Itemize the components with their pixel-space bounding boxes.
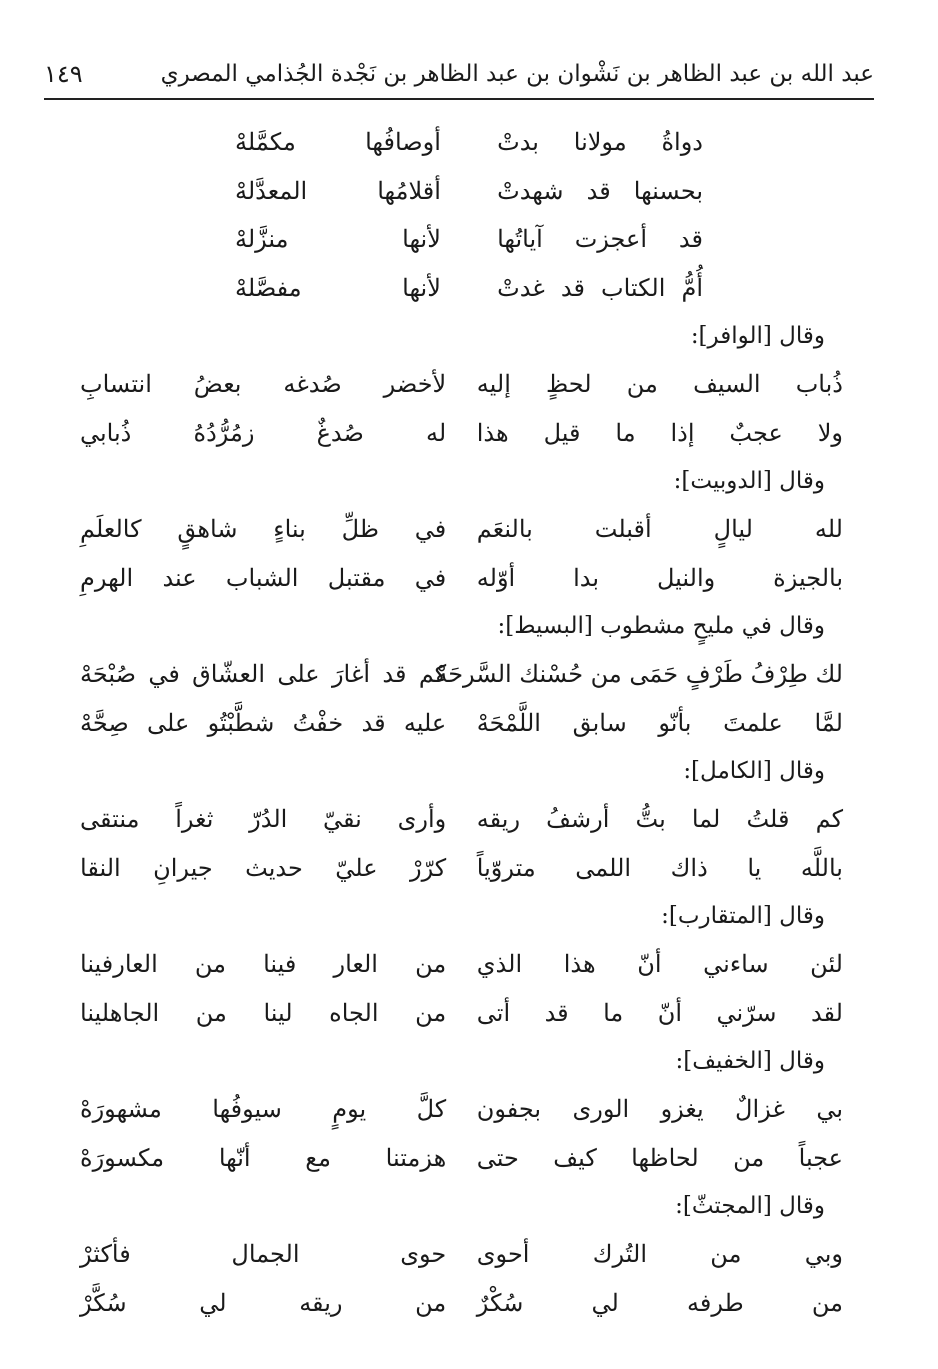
second-hemistich: لأنها منزَّلهْ	[235, 225, 441, 254]
first-hemistich: لله ليالٍ أقبلت بالنعَم	[476, 515, 843, 544]
first-hemistich: ذُباب السيف من لحظٍ إليه	[476, 370, 843, 399]
first-hemistich: لمَّا علمتَ بأنّو سابق اللَّمْحَهْ	[476, 708, 843, 737]
first-hemistich: بحسنها قد شهدتْ	[497, 176, 703, 205]
running-title: عبد الله بن عبد الظاهر بن نَشْوان بن عبد الظاهر بن نَجْدة الجُذامي المصري	[160, 61, 874, 87]
verse-row	[235, 215, 703, 264]
first-hemistich: لئن ساءني أنّ هذا الذي	[476, 950, 843, 979]
verse-row	[235, 118, 703, 167]
verse-row	[80, 1279, 843, 1328]
section-intro: وقال [الخفيف]:	[675, 1048, 825, 1074]
second-hemistich: في ظلِّ بناءٍ شاهقٍ كالعلَمِ	[80, 515, 447, 544]
poem-section-kamil	[80, 747, 843, 892]
poem-section-mujtath	[80, 1182, 843, 1327]
second-hemistich: عليه قد خفْتُ شطَّبْتُو على صِحَّهْ	[80, 708, 447, 737]
second-hemistich: من العار فينا من العارفينا	[80, 950, 447, 979]
second-hemistich: لأخضر صُدغه بعضُ انتسابِ	[80, 370, 447, 399]
first-hemistich: بالجيزة والنيل بدا أوّله	[476, 563, 843, 592]
first-hemistich: دواةُ مولانا بدتْ	[497, 128, 703, 157]
second-hemistich: هزمتنا مع أنّها مكسورَهْ	[80, 1143, 447, 1172]
second-hemistich: من الجاه لينا من الجاهلينا	[80, 998, 447, 1027]
first-hemistich: أُمُّ الكتاب قد غدتْ	[497, 273, 703, 302]
second-hemistich: له صُدغٌ زمُرُّدُهُ ذُبابي	[80, 418, 447, 447]
second-hemistich: كلَّ يومٍ سيوفُها مشهورَهْ	[80, 1095, 447, 1124]
second-hemistich: في مقتبل الشباب عند الهرمِ	[80, 563, 447, 592]
intro-poem	[235, 118, 703, 312]
poem-section-dubayt	[80, 457, 843, 602]
page-body	[80, 118, 843, 1327]
verse-row	[80, 699, 843, 748]
first-hemistich: قد أعجزت آياتُها	[497, 225, 703, 254]
section-intro: وقال في مليحٍ مشطوب [البسيط]:	[497, 613, 825, 639]
verse-row	[235, 264, 703, 313]
second-hemistich: كم قد أغارَ على العشّاق في صُبْحَهْ	[80, 660, 447, 689]
second-hemistich: أقلامُها المعدَّلهْ	[235, 176, 441, 205]
first-hemistich: باللَّه يا ذاك اللمى متروّياً	[476, 853, 843, 882]
first-hemistich: كم قلتُ لما بتُّ أرشفُ ريقه	[476, 805, 843, 834]
verse-row	[80, 409, 843, 458]
section-intro: وقال [الدوبيت]:	[673, 468, 825, 494]
second-hemistich: كرّرْ عليّ حديث جيرانِ النقا	[80, 853, 447, 882]
first-hemistich: وبي من التُرك أحوى	[476, 1240, 843, 1269]
verse-row	[80, 554, 843, 603]
second-hemistich: أوصافُها مكمَّلهْ	[235, 128, 441, 157]
second-hemistich: وأرى نقيّ الدُرّ ثغراً منتقى	[80, 805, 447, 834]
poem-section-mutaqarib	[80, 892, 843, 1037]
section-intro: وقال [المجتثّ]:	[675, 1193, 825, 1219]
verse-row	[80, 1085, 843, 1134]
verse-row	[80, 940, 843, 989]
verse-row	[80, 795, 843, 844]
verse-row	[80, 1134, 843, 1183]
section-intro: وقال [الكامل]:	[683, 758, 825, 784]
verse-row	[235, 167, 703, 216]
verse-row	[80, 505, 843, 554]
first-hemistich: عجباً من لحاظها كيف حتى	[476, 1143, 843, 1172]
first-hemistich: من طرفه لي سُكْرٌ	[476, 1288, 843, 1317]
page-number: ١٤٩	[44, 60, 83, 88]
page-header	[44, 58, 874, 100]
verse-row	[80, 1230, 843, 1279]
first-hemistich: لك طِرْفُ طَرْفٍ حَمَى من حُسْنك السَّرحَهْ	[435, 660, 843, 689]
poem-section-khafif	[80, 1037, 843, 1182]
second-hemistich: من ريقه لي سُكَّرْ	[80, 1288, 447, 1317]
first-hemistich: ولا عجبٌ إذا ما قيل هذا	[476, 418, 843, 447]
poem-section-basit	[80, 602, 843, 747]
first-hemistich: بي غزالٌ يغزو الورى بجفون	[476, 1095, 843, 1124]
poem-section-wafir	[80, 312, 843, 457]
verse-row	[80, 844, 843, 893]
verse-row	[80, 360, 843, 409]
verse-row	[80, 989, 843, 1038]
section-intro: وقال [الوافر]:	[690, 323, 825, 349]
section-intro: وقال [المتقارب]:	[661, 903, 825, 929]
first-hemistich: لقد سرّني أنّ ما قد أتى	[476, 998, 843, 1027]
second-hemistich: لأنها مفصَّلهْ	[235, 273, 441, 302]
verse-row	[80, 650, 843, 699]
second-hemistich: حوى الجمال فأكثرْ	[80, 1240, 447, 1269]
